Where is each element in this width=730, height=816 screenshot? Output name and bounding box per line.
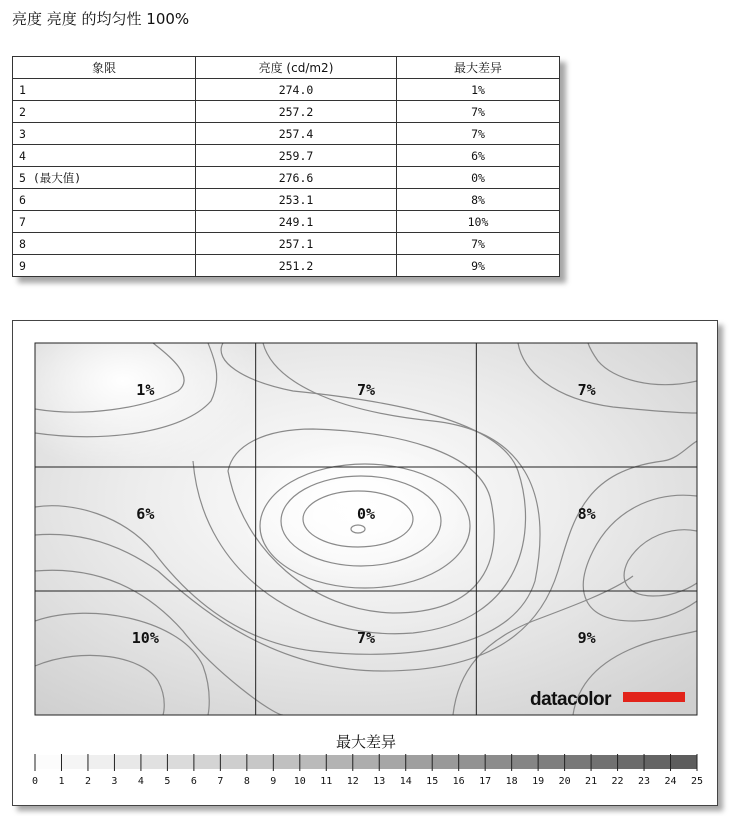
scale-swatch — [379, 755, 405, 769]
cell-difference: 8% — [397, 189, 560, 211]
scale-swatch — [61, 755, 87, 769]
cell-quadrant: 4 — [13, 145, 196, 167]
scale-tick-label: 13 — [373, 776, 386, 787]
quadrant-label: 7% — [356, 381, 376, 400]
uniformity-heatmap — [13, 321, 717, 805]
cell-difference: 7% — [397, 101, 560, 123]
scale-tick-label: 9 — [270, 776, 277, 787]
cell-quadrant: 3 — [13, 123, 196, 145]
scale-tick-label: 11 — [320, 776, 333, 787]
scale-tick-label: 15 — [426, 776, 439, 787]
scale-tick-label: 22 — [611, 776, 624, 787]
scale-tick-label: 19 — [532, 776, 545, 787]
scale-tick-label: 0 — [31, 776, 39, 787]
scale-tick-label: 16 — [452, 776, 465, 787]
header-quadrant: 象限 — [13, 57, 196, 79]
scale-tick-label: 17 — [479, 776, 492, 787]
scale-swatch — [671, 755, 697, 769]
cell-difference: 7% — [397, 123, 560, 145]
table-row — [13, 211, 560, 233]
quadrant-label: 9% — [577, 629, 596, 648]
quadrant-label: 7% — [356, 629, 376, 648]
scale-swatch — [512, 755, 538, 769]
scale-tick-label: 2 — [84, 776, 91, 787]
scale-tick-label: 5 — [164, 776, 171, 787]
scale-swatch — [220, 755, 246, 769]
cell-luminance: 257.2 — [196, 101, 397, 123]
scale-swatch — [194, 755, 220, 769]
scale-swatch — [141, 755, 167, 769]
datacolor-logo-text: datacolor — [530, 689, 612, 710]
cell-quadrant: 6 — [13, 189, 196, 211]
uniformity-table — [12, 56, 560, 277]
header-luminance: 亮度 (cd/m2) — [196, 57, 397, 79]
cell-luminance: 251.2 — [196, 255, 397, 277]
scale-tick-label: 14 — [399, 776, 412, 787]
quadrant-label: 0% — [356, 505, 376, 524]
scale-swatch — [538, 755, 564, 769]
cell-quadrant: 7 — [13, 211, 196, 233]
table-row — [13, 145, 560, 167]
scale-tick-label: 1 — [58, 776, 65, 787]
quadrant-label: 7% — [577, 381, 596, 400]
scale-title: 最大差异 — [335, 733, 397, 751]
cell-difference: 7% — [397, 233, 560, 255]
table-header-row — [13, 57, 560, 79]
scale-swatch — [326, 755, 352, 769]
page-title: 亮度 亮度 的均匀性 100% — [12, 10, 190, 28]
table-row — [13, 255, 560, 277]
scale-swatch — [353, 755, 379, 769]
uniformity-chart-frame — [12, 320, 718, 806]
scale-tick-label: 25 — [690, 776, 704, 787]
scale-swatch — [247, 755, 273, 769]
scale-tick-label: 4 — [137, 776, 144, 787]
cell-luminance: 257.1 — [196, 233, 397, 255]
scale-swatch — [35, 755, 61, 769]
scale-swatch — [273, 755, 299, 769]
scale-tick-label: 8 — [243, 776, 250, 787]
scale-tick-label: 20 — [558, 776, 571, 787]
scale-swatch — [114, 755, 140, 769]
cell-quadrant: 5 (最大值) — [13, 167, 196, 189]
scale-tick-label: 7 — [217, 776, 224, 787]
cell-difference: 0% — [397, 167, 560, 189]
table-row — [13, 101, 560, 123]
scale-tick-label: 23 — [638, 776, 651, 787]
scale-swatch — [644, 755, 670, 769]
header-max-difference: 最大差异 — [397, 57, 560, 79]
cell-luminance: 257.4 — [196, 123, 397, 145]
difference-scale — [32, 754, 703, 787]
uniformity-table-wrapper — [12, 56, 560, 277]
cell-luminance: 276.6 — [196, 167, 397, 189]
cell-quadrant: 1 — [13, 79, 196, 101]
table-row — [13, 189, 560, 211]
table-row — [13, 79, 560, 101]
scale-swatch — [406, 755, 432, 769]
scale-swatch — [88, 755, 114, 769]
cell-luminance: 249.1 — [196, 211, 397, 233]
cell-quadrant: 2 — [13, 101, 196, 123]
table-row — [13, 233, 560, 255]
quadrant-label: 10% — [131, 629, 159, 648]
datacolor-logo-bar — [623, 692, 685, 702]
scale-tick-label: 12 — [346, 776, 359, 787]
cell-luminance: 274.0 — [196, 79, 397, 101]
cell-luminance: 253.1 — [196, 189, 397, 211]
quadrant-label: 6% — [136, 505, 155, 524]
cell-quadrant: 9 — [13, 255, 196, 277]
scale-tick-label: 3 — [111, 776, 118, 787]
scale-swatch — [300, 755, 326, 769]
scale-tick-label: 10 — [293, 776, 306, 787]
scale-swatch — [565, 755, 591, 769]
cell-difference: 10% — [397, 211, 560, 233]
scale-tick-label: 6 — [190, 776, 197, 787]
cell-difference: 1% — [397, 79, 560, 101]
cell-quadrant: 8 — [13, 233, 196, 255]
scale-tick-label: 18 — [505, 776, 518, 787]
quadrant-label: 1% — [136, 381, 155, 400]
cell-difference: 9% — [397, 255, 560, 277]
cell-luminance: 259.7 — [196, 145, 397, 167]
scale-swatch — [591, 755, 617, 769]
scale-swatch — [432, 755, 458, 769]
scale-swatch — [485, 755, 511, 769]
scale-tick-label: 21 — [585, 776, 598, 787]
table-row — [13, 167, 560, 189]
scale-swatch — [459, 755, 485, 769]
scale-swatch — [618, 755, 644, 769]
scale-swatch — [167, 755, 193, 769]
table-row — [13, 123, 560, 145]
quadrant-label: 8% — [577, 505, 596, 524]
cell-difference: 6% — [397, 145, 560, 167]
scale-tick-label: 24 — [664, 776, 677, 787]
